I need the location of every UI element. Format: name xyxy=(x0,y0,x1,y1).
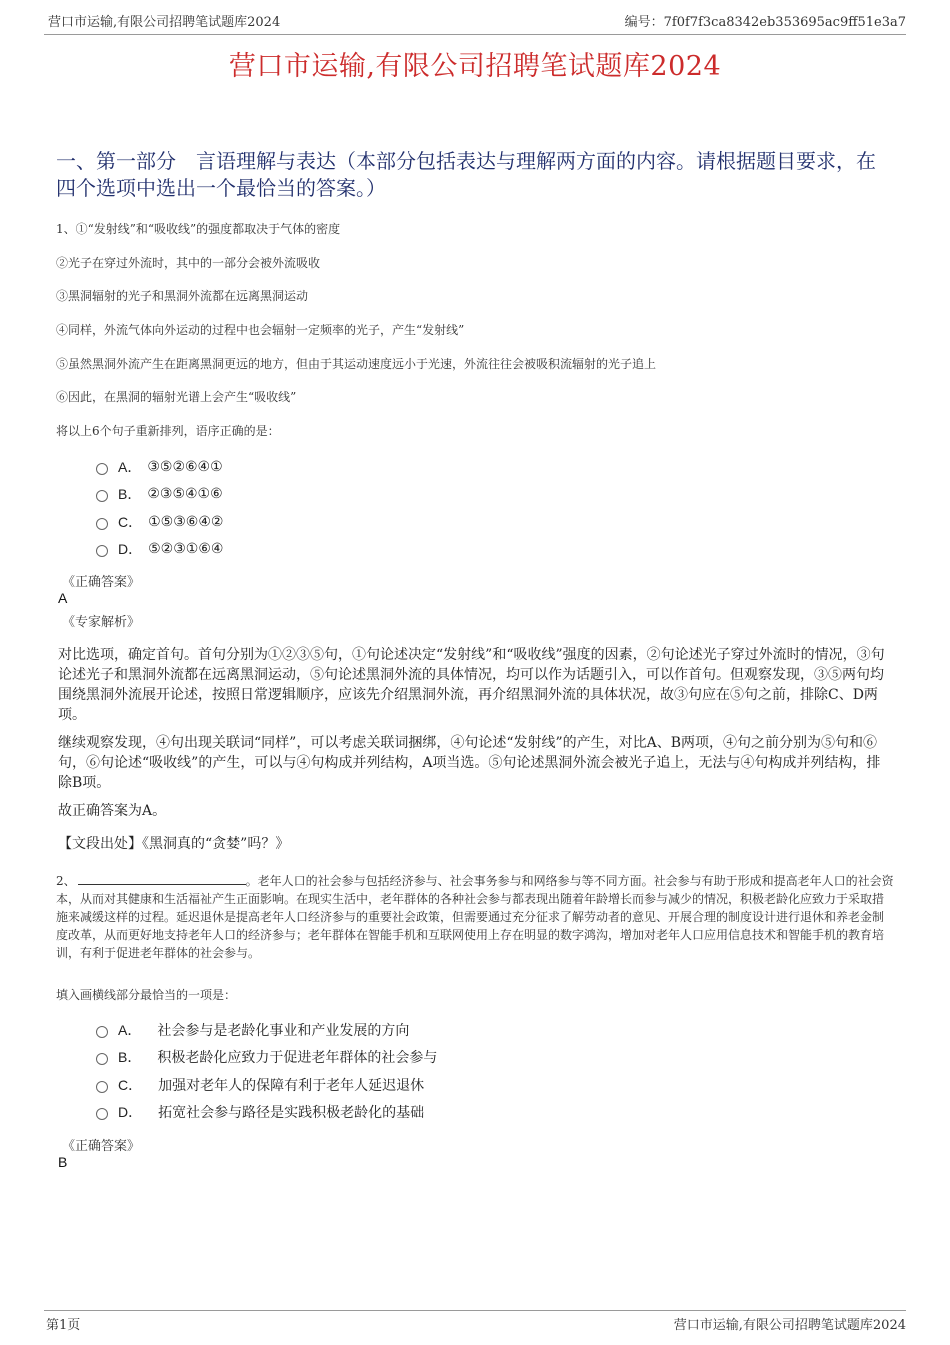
section-heading: 一、第一部分 言语理解与表达（本部分包括表达与理解两方面的内容。请根据题目要求，在四个选项中选出一个最恰当的答案。） xyxy=(56,149,876,200)
header-doc-id: 编号：7f0f7f3ca8342eb353695ac9ff51e3a7 xyxy=(624,15,906,30)
q2-passage: 。老年人口的社会参与包括经济参与、社会事务参与和网络参与等不同方面。社会参与有助于形成和提高老年人口的社会资本，从而对其健康和生活福祉产生正面影响。在现实生活中，老年群体的各种社会参与都表现出随着年龄增长而参与减少的情况，积极老龄化应致力于采取措施来减缓这样的过程。延迟退休是提高老年人口经济参与的重要社会政策，但需要通过充分征求了解劳动者的意见、开展合理的制度设计进行退休和养老金制度改革，从而更好地支持老年人口的经济参与；老年群体在智能手机和互联网使用上存在明显的数字鸿沟，增加对老年人口应用信息技术和智能手机的教育培训，有利于促进老年群体的社会参与。 xyxy=(56,874,894,960)
q1-sentence-3: ③黑洞辐射的光子和黑洞外流都在远离黑洞运动 xyxy=(56,289,309,303)
option-key: C． xyxy=(118,513,143,530)
radio-icon[interactable] xyxy=(96,490,108,502)
option-key: A． xyxy=(118,458,142,475)
option-text: 拓宽社会参与路径是实践积极老龄化的基础 xyxy=(158,1105,425,1122)
q1-option-b[interactable] xyxy=(96,481,223,509)
q1-source: 【文段出处】《黑洞真的“贪婪”吗？》 xyxy=(58,836,290,852)
option-text: ⑤②③①⑥④ xyxy=(148,541,224,558)
option-text: 社会参与是老龄化事业和产业发展的方向 xyxy=(157,1022,410,1039)
q1-option-c[interactable] xyxy=(96,508,223,536)
option-key: D． xyxy=(118,1104,143,1121)
option-text: ①⑤③⑥④② xyxy=(148,513,224,530)
option-text: 加强对老年人的保障有利于老年人延迟退休 xyxy=(158,1077,425,1094)
q1-sentence-1: 1、①“发射线”和“吸收线”的强度都取决于气体的密度 xyxy=(56,222,341,236)
radio-icon[interactable] xyxy=(96,1081,108,1093)
q2-option-a[interactable] xyxy=(96,1016,437,1044)
q2-options xyxy=(96,1016,437,1126)
page-title: 营口市运输,有限公司招聘笔试题库2024 xyxy=(228,51,722,82)
q1-option-d[interactable] xyxy=(96,536,223,564)
q2-option-d[interactable] xyxy=(96,1099,437,1127)
q1-analysis-label: 《专家解析》 xyxy=(62,615,141,630)
q1-sentence-6: ⑥因此，在黑洞的辐射光谱上会产生“吸收线” xyxy=(56,390,297,404)
q1-option-a[interactable] xyxy=(96,453,223,481)
option-key: A． xyxy=(118,1021,142,1038)
q2-answer-label: 《正确答案》 xyxy=(62,1139,141,1154)
q1-analysis-para-2: 继续观察发现，④句出现关联词“同样”，可以考虑关联词捆绑，④句论述“发射线”的产生，对比A、B两项，④句之前分别为⑤句和⑥句，⑥句论述“吸收线”的产生，可以与④句构成并列结构，A项当选。⑤句论述黑洞外流会被光子追上，无法与④句构成并列结构，排除B项。 xyxy=(58,735,881,791)
q1-sentence-2: ②光子在穿过外流时，其中的一部分会被外流吸收 xyxy=(56,256,321,270)
q1-answer: A xyxy=(58,590,68,606)
q1-prompt: 将以上6个句子重新排列，语序正确的是： xyxy=(56,424,280,438)
option-text: ③⑤②⑥④① xyxy=(147,458,223,475)
radio-icon[interactable] xyxy=(96,1053,108,1065)
q2-option-b[interactable] xyxy=(96,1044,437,1072)
q2-answer: B xyxy=(58,1154,68,1170)
page-number: 第1页 xyxy=(46,1318,81,1333)
option-key: C． xyxy=(118,1076,143,1093)
option-key: B． xyxy=(118,1049,142,1066)
option-text: 积极老龄化应致力于促进老年群体的社会参与 xyxy=(157,1050,438,1067)
option-key: B． xyxy=(118,486,142,503)
q2-number: 2、 xyxy=(56,874,76,888)
option-text: ②③⑤④①⑥ xyxy=(147,486,223,503)
footer-title: 营口市运输,有限公司招聘笔试题库2024 xyxy=(673,1318,906,1333)
option-key: D． xyxy=(118,541,143,558)
q1-sentence-4: ④同样，外流气体向外运动的过程中也会辐射一定频率的光子，产生“发射线” xyxy=(56,323,465,337)
q2-text xyxy=(56,872,895,962)
q1-analysis-para-1: 对比选项，确定首句。首句分别为①②③⑤句，①句论述决定“发射线”和“吸收线”强度的因素，②句论述光子穿过外流时的情况，③句论述光子和黑洞外流都在远离黑洞运动，⑤句论述黑洞外流的具体情况，均可以作为话题引入，可以作首句。但观察发现，③⑤两句均围绕黑洞外流展开论述，按照日常逻辑顺序，应该先介绍黑洞外流，再介绍黑洞外流的具体状况，故③句应在⑤句之前，排除C、D两项。 xyxy=(58,647,885,723)
q1-answer-label: 《正确答案》 xyxy=(62,575,141,590)
q1-options xyxy=(96,453,223,563)
header-title: 营口市运输,有限公司招聘笔试题库2024 xyxy=(48,15,281,30)
radio-icon[interactable] xyxy=(96,545,108,557)
radio-icon[interactable] xyxy=(96,1026,108,1038)
fill-blank xyxy=(78,872,246,885)
radio-icon[interactable] xyxy=(96,463,108,475)
page-footer xyxy=(44,1310,906,1333)
page-header xyxy=(44,14,906,35)
q2-prompt: 填入画横线部分最恰当的一项是： xyxy=(56,988,237,1002)
radio-icon[interactable] xyxy=(96,1108,108,1120)
q1-analysis-para-3: 故正确答案为A。 xyxy=(58,803,167,819)
q2-option-c[interactable] xyxy=(96,1071,437,1099)
q1-sentence-5: ⑤虽然黑洞外流产生在距离黑洞更远的地方，但由于其运动速度远小于光速，外流往往会被吸积流辐射的光子追上 xyxy=(56,357,657,371)
radio-icon[interactable] xyxy=(96,518,108,530)
